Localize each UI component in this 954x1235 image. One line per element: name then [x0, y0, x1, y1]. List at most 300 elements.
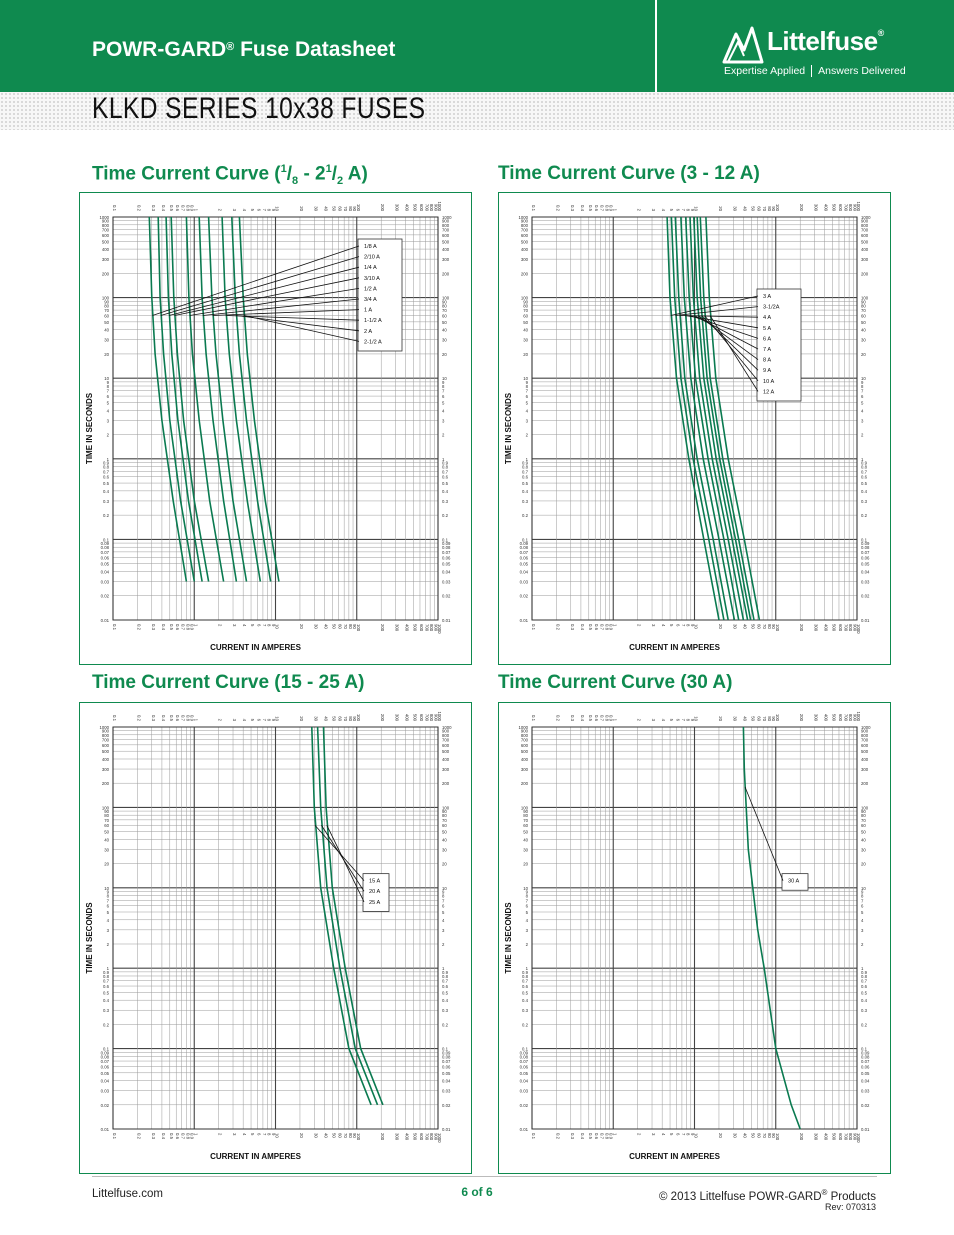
x-tick-label: 0.9	[608, 715, 614, 721]
y-tick-label: 7	[106, 898, 109, 904]
x-tick-label: 0.2	[136, 1133, 142, 1139]
x-tick-label: 40	[742, 624, 748, 629]
y-tick-label: 0.7	[522, 978, 528, 984]
y-tick-label: 0.6	[522, 474, 528, 480]
x-tick-label: 0.8	[185, 205, 191, 211]
y-tick-label: 0.4	[861, 488, 867, 494]
y-tick-label: 1	[106, 456, 109, 462]
x-tick-label: 60	[337, 1133, 343, 1138]
time-current-chart-1	[80, 193, 471, 664]
x-tick-label: 2	[217, 624, 223, 627]
y-tick-label: 5	[442, 910, 445, 916]
series-title: KLKD SERIES 10x38 FUSES	[92, 92, 426, 125]
x-tick-label: 80	[347, 716, 353, 721]
y-tick-label: 6	[525, 394, 528, 400]
legend-leader	[169, 267, 359, 315]
x-tick-label: 40	[323, 1133, 329, 1138]
x-tick-label: 9	[270, 718, 276, 721]
x-tick-label: 90	[771, 206, 777, 211]
legend-leader	[675, 307, 758, 316]
y-tick-label: 0.06	[519, 555, 528, 561]
x-tick-label: 10	[274, 1133, 280, 1138]
x-tick-label: 600	[837, 713, 843, 721]
x-tick-label: 1	[612, 624, 618, 627]
x-tick-label: 8	[266, 718, 272, 721]
x-tick-label: 0.9	[189, 624, 195, 630]
y-tick-label: 0.2	[522, 1022, 528, 1028]
y-tick-label: 30	[861, 337, 866, 343]
y-tick-label: 40	[523, 837, 528, 843]
x-tick-label: 0.9	[608, 205, 614, 211]
x-tick-label: 0.1	[531, 1133, 536, 1139]
legend-entry: 3/10 A	[364, 275, 380, 282]
y-tick-label: 500	[861, 239, 869, 245]
x-tick-label: 40	[323, 624, 329, 629]
y-tick-label: 500	[442, 749, 450, 755]
x-tick-label: 100	[355, 1133, 361, 1141]
time-current-chart-2	[499, 193, 890, 664]
x-tick-label: 3	[232, 624, 238, 627]
x-tick-label: 900	[852, 713, 858, 721]
y-tick-label: 0.2	[861, 513, 867, 519]
x-tick-label: 2	[636, 1133, 642, 1136]
x-tick-label: 8	[685, 718, 691, 721]
x-tick-label: 0.4	[160, 715, 166, 721]
x-tick-label: 700	[424, 624, 430, 632]
y-tick-label: 1000	[518, 725, 528, 730]
y-tick-label: 900	[101, 218, 109, 224]
x-tick-label: 0.2	[136, 205, 142, 211]
x-tick-label: 600	[837, 1133, 843, 1141]
x-tick-label: 400	[404, 1133, 410, 1141]
y-tick-label: 0.3	[442, 1008, 448, 1014]
y-tick-label: 700	[520, 227, 528, 233]
y-tick-label: 1	[861, 456, 864, 462]
y-tick-label: 900	[442, 728, 450, 734]
y-tick-label: 200	[101, 781, 109, 787]
y-tick-label: 2	[106, 432, 109, 438]
y-tick-label: 0.6	[442, 474, 448, 480]
y-tick-label: 0.02	[861, 593, 870, 599]
x-tick-label: 1	[193, 718, 199, 721]
x-tick-label: 2	[636, 718, 642, 721]
y-tick-label: 6	[106, 394, 109, 400]
x-tick-label: 4	[661, 718, 667, 721]
y-tick-label: 90	[442, 809, 447, 815]
x-tick-label: 0.1	[112, 624, 117, 630]
x-tick-label: 800	[848, 713, 854, 721]
legend-entry: 25 A	[369, 899, 381, 906]
y-tick-label: 0.3	[442, 498, 448, 504]
x-tick-label: 0.1	[112, 205, 117, 211]
x-tick-label: 7	[261, 718, 267, 721]
y-tick-label: 4	[861, 408, 864, 414]
y-tick-label: 800	[520, 222, 528, 228]
y-tick-label: 300	[861, 257, 869, 263]
y-tick-label: 400	[861, 756, 869, 762]
y-tick-label: 0.03	[442, 1088, 451, 1094]
y-tick-label: 600	[520, 742, 528, 748]
y-tick-label: 0.05	[861, 561, 870, 567]
x-tick-label: 0.2	[555, 1133, 561, 1139]
y-tick-label: 900	[442, 218, 450, 224]
y-tick-label: 0.06	[519, 1064, 528, 1070]
y-tick-label: 0.07	[861, 549, 870, 555]
y-tick-label: 0.08	[100, 545, 109, 551]
y-tick-label: 90	[104, 809, 109, 815]
y-tick-label: 80	[442, 303, 447, 309]
y-tick-label: 0.6	[442, 984, 448, 990]
y-tick-label: 0.7	[861, 978, 867, 984]
x-tick-label: 300	[394, 713, 400, 721]
y-tick-label: 900	[861, 728, 869, 734]
y-tick-label: 600	[101, 742, 109, 748]
y-tick-label: 7	[525, 388, 528, 394]
y-tick-label: 0.09	[861, 541, 870, 547]
y-tick-label: 1000	[861, 725, 871, 730]
y-tick-label: 0.1	[861, 537, 867, 543]
x-tick-label: 100	[774, 203, 780, 211]
y-tick-label: 800	[101, 732, 109, 738]
x-tick-label: 700	[843, 1133, 849, 1141]
legend-entry: 2 A	[364, 328, 373, 335]
y-tick-label: 0.05	[861, 1070, 870, 1076]
y-tick-label: 90	[442, 299, 447, 305]
legend-entry: 20 A	[369, 889, 381, 896]
y-tick-label: 5	[861, 910, 864, 916]
y-tick-label: 0.03	[861, 1088, 870, 1094]
x-tick-label: 1	[193, 208, 199, 211]
x-tick-label: 400	[404, 203, 410, 211]
x-tick-label: 7	[680, 718, 686, 721]
x-tick-label: 70	[343, 206, 349, 211]
y-tick-label: 100	[442, 805, 450, 811]
x-tick-label: 70	[762, 624, 768, 629]
x-tick-label: 50	[750, 1133, 756, 1138]
y-tick-label: 400	[520, 756, 528, 762]
x-tick-label: 10	[693, 1133, 699, 1138]
y-axis-label: TIME IN SECONDS	[85, 902, 94, 974]
y-tick-label: 0.6	[861, 474, 867, 480]
y-tick-label: 30	[523, 847, 528, 853]
x-tick-label: 9	[270, 208, 276, 211]
y-tick-label: 0.9	[103, 969, 109, 975]
x-tick-label: 0.9	[189, 1133, 195, 1139]
y-tick-label: 30	[442, 847, 447, 853]
y-tick-label: 0.02	[442, 593, 451, 599]
x-axis-label: CURRENT IN AMPERES	[629, 1152, 720, 1161]
footer-copyright: © 2013 Littelfuse POWR-GARD® Products	[659, 1188, 876, 1203]
x-tick-label: 0.7	[599, 624, 605, 630]
y-tick-label: 0.8	[861, 464, 867, 470]
x-axis-label: CURRENT IN AMPERES	[210, 1152, 301, 1161]
x-tick-label: 900	[433, 713, 439, 721]
x-tick-label: 40	[742, 1133, 748, 1138]
y-tick-label: 0.9	[103, 460, 109, 466]
y-tick-label: 1	[442, 966, 445, 972]
x-tick-label: 70	[343, 716, 349, 721]
y-tick-label: 50	[442, 829, 447, 835]
y-tick-label: 500	[861, 749, 869, 755]
x-tick-label: 0.1	[531, 205, 536, 211]
x-tick-label: 5	[250, 208, 256, 211]
x-tick-label: 40	[742, 206, 748, 211]
y-tick-label: 40	[442, 327, 447, 333]
x-tick-label: 4	[242, 718, 248, 721]
y-tick-label: 90	[861, 809, 866, 815]
x-tick-label: 0.2	[555, 205, 561, 211]
y-tick-label: 0.07	[100, 1059, 109, 1065]
y-tick-label: 50	[523, 319, 528, 325]
chart-box-4	[498, 702, 891, 1174]
y-tick-label: 400	[442, 756, 450, 762]
y-tick-label: 8	[861, 384, 864, 390]
y-tick-label: 0.01	[861, 618, 870, 623]
y-tick-label: 0.01	[442, 1127, 451, 1132]
y-tick-label: 1000	[99, 725, 109, 730]
x-tick-label: 80	[766, 206, 772, 211]
x-tick-label: 0.2	[555, 624, 561, 630]
y-tick-label: 0.7	[442, 978, 448, 984]
y-tick-label: 60	[104, 313, 109, 319]
y-tick-label: 7	[861, 898, 864, 904]
y-tick-label: 6	[861, 903, 864, 909]
y-tick-label: 7	[525, 898, 528, 904]
x-tick-label: 90	[352, 624, 358, 629]
y-tick-label: 6	[106, 903, 109, 909]
y-tick-label: 800	[861, 222, 869, 228]
y-tick-label: 0.04	[861, 569, 870, 575]
x-tick-label: 8	[266, 1133, 272, 1136]
x-tick-label: 0.5	[587, 715, 593, 721]
y-tick-label: 60	[104, 823, 109, 829]
x-tick-label: 1	[193, 624, 199, 627]
y-tick-label: 0.03	[100, 579, 109, 585]
legend-entry: 12 A	[763, 389, 775, 396]
y-tick-label: 0.6	[522, 984, 528, 990]
y-tick-label: 300	[520, 257, 528, 263]
littelfuse-logo-icon	[722, 26, 764, 64]
y-tick-label: 1000	[518, 215, 528, 220]
x-tick-label: 4	[242, 208, 248, 211]
y-tick-label: 0.01	[519, 618, 528, 623]
y-tick-label: 40	[442, 837, 447, 843]
y-tick-label: 5	[442, 400, 445, 406]
legend-entry: 3/4 A	[364, 297, 377, 303]
legend-entry: 1/4 A	[364, 265, 377, 272]
y-tick-label: 30	[104, 337, 109, 343]
y-tick-label: 0.07	[442, 1059, 451, 1065]
y-tick-label: 0.05	[519, 1070, 528, 1076]
y-tick-label: 0.9	[522, 969, 528, 975]
x-tick-label: 5	[250, 624, 256, 627]
x-tick-label: 0.4	[579, 1133, 585, 1139]
x-tick-label: 70	[343, 624, 349, 629]
x-tick-label: 1	[612, 208, 618, 211]
y-tick-label: 4	[525, 408, 528, 414]
x-tick-label: 30	[313, 1133, 319, 1138]
y-tick-label: 20	[523, 861, 528, 867]
x-tick-label: 300	[394, 203, 400, 211]
x-tick-label: 400	[404, 624, 410, 632]
x-tick-label: 7	[680, 624, 686, 627]
curve-3-4-a	[199, 217, 236, 582]
x-tick-label: 800	[848, 203, 854, 211]
y-tick-label: 700	[442, 227, 450, 233]
y-tick-label: 700	[861, 227, 869, 233]
y-tick-label: 80	[442, 813, 447, 819]
y-tick-label: 0.09	[442, 541, 451, 547]
x-tick-label: 80	[347, 1133, 353, 1138]
x-tick-label: 4	[242, 624, 248, 627]
y-tick-label: 0.4	[522, 998, 528, 1004]
y-tick-label: 30	[523, 337, 528, 343]
x-tick-label: 10	[274, 206, 280, 211]
x-tick-label: 2	[217, 208, 223, 211]
x-tick-label: 0.4	[160, 624, 166, 630]
x-tick-label: 80	[766, 1133, 772, 1138]
x-tick-label: 0.4	[579, 205, 585, 211]
y-tick-label: 0.09	[519, 1050, 528, 1056]
doc-title: POWR-GARD® Fuse Datasheet	[92, 38, 396, 61]
y-tick-label: 0.02	[100, 1102, 109, 1108]
x-tick-label: 100	[774, 624, 780, 632]
x-tick-label: 600	[418, 1133, 424, 1141]
x-tick-label: 90	[352, 1133, 358, 1138]
x-tick-label: 200	[380, 203, 386, 211]
x-tick-label: 30	[732, 624, 738, 629]
y-tick-label: 800	[442, 732, 450, 738]
x-tick-label: 9	[689, 718, 695, 721]
x-tick-label: 5	[250, 718, 256, 721]
y-tick-label: 1000	[861, 215, 871, 220]
littelfuse-logo[interactable]	[722, 24, 906, 84]
y-tick-label: 0.2	[103, 1022, 109, 1028]
y-tick-label: 2	[525, 432, 528, 438]
header-divider	[655, 0, 657, 92]
y-tick-label: 0.6	[103, 474, 109, 480]
x-tick-label: 30	[732, 716, 738, 721]
x-tick-label: 400	[823, 713, 829, 721]
x-tick-label: 1	[612, 1133, 618, 1136]
y-tick-label: 100	[101, 805, 109, 811]
y-tick-label: 600	[442, 232, 450, 238]
x-tick-label: 900	[433, 624, 439, 632]
y-tick-label: 0.8	[103, 973, 109, 979]
x-tick-label: 60	[337, 624, 343, 629]
x-tick-label: 600	[418, 203, 424, 211]
y-tick-label: 300	[861, 767, 869, 773]
legend-entry: 2-1/2 A	[364, 339, 382, 346]
x-tick-label: 0.8	[604, 624, 610, 630]
y-tick-label: 0.09	[100, 1050, 109, 1056]
x-tick-label: 0.3	[569, 624, 575, 630]
y-tick-label: 400	[520, 247, 528, 253]
y-tick-label: 80	[861, 813, 866, 819]
y-tick-label: 0.04	[100, 1078, 109, 1084]
x-tick-label: 500	[831, 713, 837, 721]
y-tick-label: 900	[101, 728, 109, 734]
x-tick-label: 500	[831, 203, 837, 211]
y-tick-label: 0.02	[861, 1102, 870, 1108]
y-tick-label: 0.5	[442, 481, 448, 487]
x-tick-label: 1	[612, 718, 618, 721]
y-tick-label: 0.9	[861, 969, 867, 975]
y-tick-label: 0.06	[861, 1064, 870, 1070]
x-tick-label: 1000	[856, 711, 861, 721]
y-tick-label: 200	[442, 781, 450, 787]
x-tick-label: 9	[689, 208, 695, 211]
x-tick-label: 60	[337, 206, 343, 211]
footer-revision: Rev: 070313	[824, 1202, 876, 1212]
x-tick-label: 1000	[856, 201, 861, 211]
y-tick-label: 0.05	[100, 1070, 109, 1076]
page-number: 6 of 6	[461, 1185, 493, 1199]
y-tick-label: 60	[861, 823, 866, 829]
x-tick-label: 700	[843, 203, 849, 211]
y-tick-label: 100	[520, 805, 528, 811]
x-tick-label: 0.7	[599, 715, 605, 721]
y-tick-label: 0.4	[103, 488, 109, 494]
y-tick-label: 9	[442, 379, 445, 385]
curve-2-1-2-a	[239, 217, 279, 582]
x-tick-label: 0.9	[608, 624, 614, 630]
x-tick-label: 900	[433, 1133, 439, 1141]
x-tick-label: 0.8	[185, 715, 191, 721]
x-tick-label: 0.6	[594, 205, 600, 211]
y-tick-label: 1	[106, 966, 109, 972]
x-tick-label: 90	[352, 716, 358, 721]
y-tick-label: 0.3	[522, 498, 528, 504]
y-tick-label: 50	[861, 829, 866, 835]
section-title-2: Time Current Curve (3 - 12 A)	[498, 163, 760, 184]
y-tick-label: 0.3	[861, 1008, 867, 1014]
y-tick-label: 0.5	[861, 990, 867, 996]
y-tick-label: 0.9	[442, 969, 448, 975]
y-tick-label: 0.8	[442, 464, 448, 470]
footer-website[interactable]: Littelfuse.com	[92, 1188, 163, 1200]
y-tick-label: 0.7	[442, 469, 448, 475]
x-tick-label: 7	[680, 1133, 686, 1136]
y-tick-label: 10	[861, 885, 866, 891]
y-tick-label: 90	[523, 299, 528, 305]
x-tick-label: 50	[331, 716, 337, 721]
y-tick-label: 70	[442, 308, 447, 314]
y-tick-label: 100	[861, 805, 869, 811]
x-tick-label: 4	[661, 1133, 667, 1136]
x-tick-label: 0.9	[608, 1133, 614, 1139]
x-tick-label: 20	[298, 206, 304, 211]
y-tick-label: 0.05	[519, 561, 528, 567]
x-tick-label: 4	[242, 1133, 248, 1136]
y-tick-label: 20	[861, 861, 866, 867]
footer-divider	[92, 1176, 877, 1177]
x-tick-label: 1	[193, 1133, 199, 1136]
x-tick-label: 30	[732, 206, 738, 211]
x-tick-label: 0.9	[189, 205, 195, 211]
y-tick-label: 0.3	[861, 498, 867, 504]
y-tick-label: 0.5	[522, 481, 528, 487]
y-tick-label: 30	[861, 847, 866, 853]
y-tick-label: 0.5	[103, 481, 109, 487]
y-tick-label: 30	[104, 847, 109, 853]
chart-box-2	[498, 192, 891, 665]
x-tick-label: 5	[669, 1133, 675, 1136]
x-tick-label: 700	[424, 1133, 430, 1141]
y-tick-label: 4	[861, 917, 864, 923]
legend-entry: 10 A	[763, 378, 775, 385]
y-tick-label: 0.04	[442, 1078, 451, 1084]
